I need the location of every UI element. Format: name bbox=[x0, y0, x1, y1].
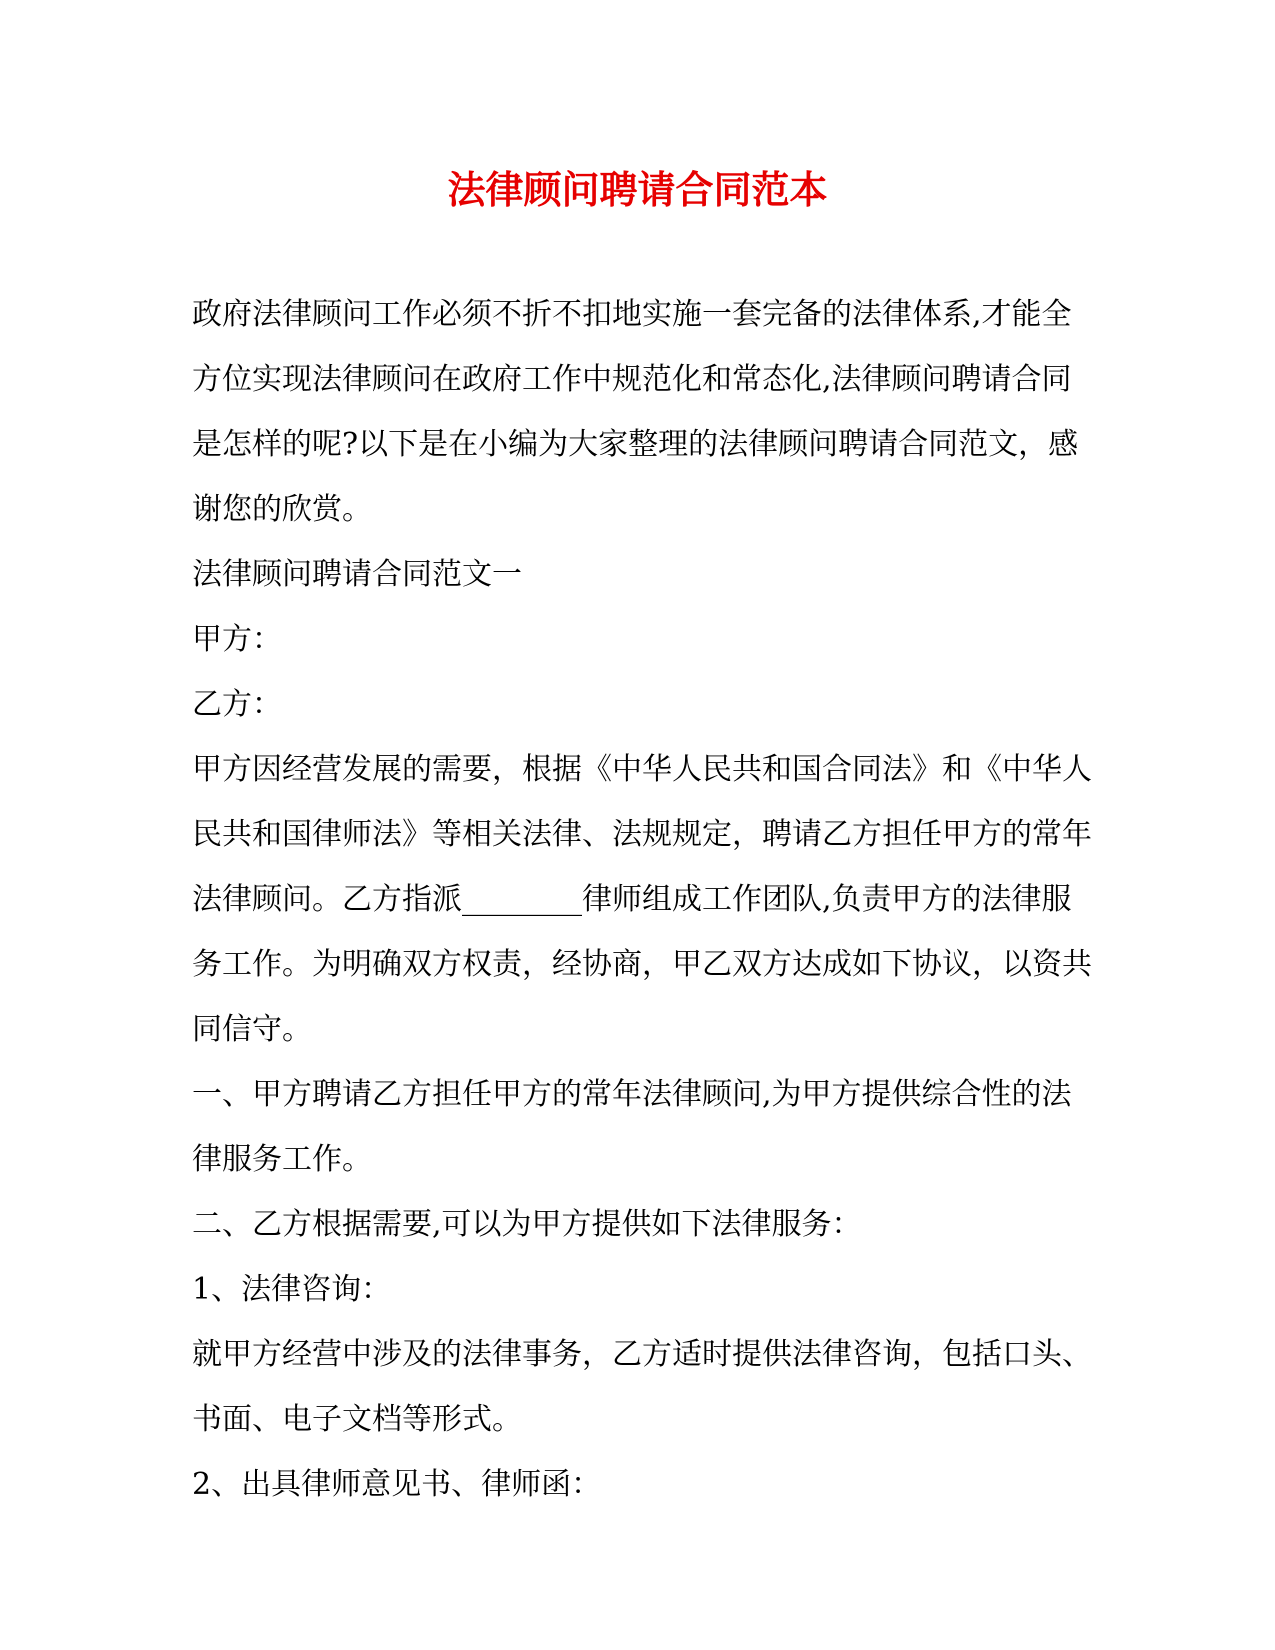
paragraph-section-heading: 法律顾问聘请合同范文一 bbox=[192, 557, 522, 592]
paragraph-party-b: 乙方： bbox=[192, 687, 282, 722]
paragraph-party-a: 甲方： bbox=[192, 622, 282, 657]
paragraph-clause-1: 一、甲方聘请乙方担任甲方的常年法律顾问,为甲方提供综合性的法律服务工作。 bbox=[192, 1077, 1072, 1177]
paragraph-item-1-body: 就甲方经营中涉及的法律事务，乙方适时提供法律咨询，包括口头、书面、电子文档等形式。 bbox=[192, 1337, 1092, 1437]
paragraph-clause-2: 二、乙方根据需要,可以为甲方提供如下法律服务： bbox=[192, 1207, 862, 1242]
paragraph-item-1-heading: 1、法律咨询： bbox=[192, 1272, 392, 1307]
paragraph-intro: 政府法律顾问工作必须不折不扣地实施一套完备的法律体系,才能全方位实现法律顾问在政府工作中规范化和常态化,法律顾问聘请合同是怎样的呢?以下是在小编为大家整理的法律顾问聘请合同范文，感谢您的欣赏。 bbox=[192, 297, 1079, 527]
paragraph-preamble: 甲方因经营发展的需要，根据《中华人民共和国合同法》和《中华人民共和国律师法》等相关法律、法规规定，聘请乙方担任甲方的常年法律顾问。乙方指派________律师组成工作团队,负责甲方的法律服务工作。为明确双方权责，经协商，甲乙双方达成如下协议，以资共同信守。 bbox=[192, 752, 1092, 1047]
document-title: 法律顾问聘请合同范本 bbox=[447, 167, 828, 212]
document-body bbox=[192, 282, 1097, 1517]
paragraph-item-2-heading: 2、出具律师意见书、律师函： bbox=[192, 1467, 602, 1502]
